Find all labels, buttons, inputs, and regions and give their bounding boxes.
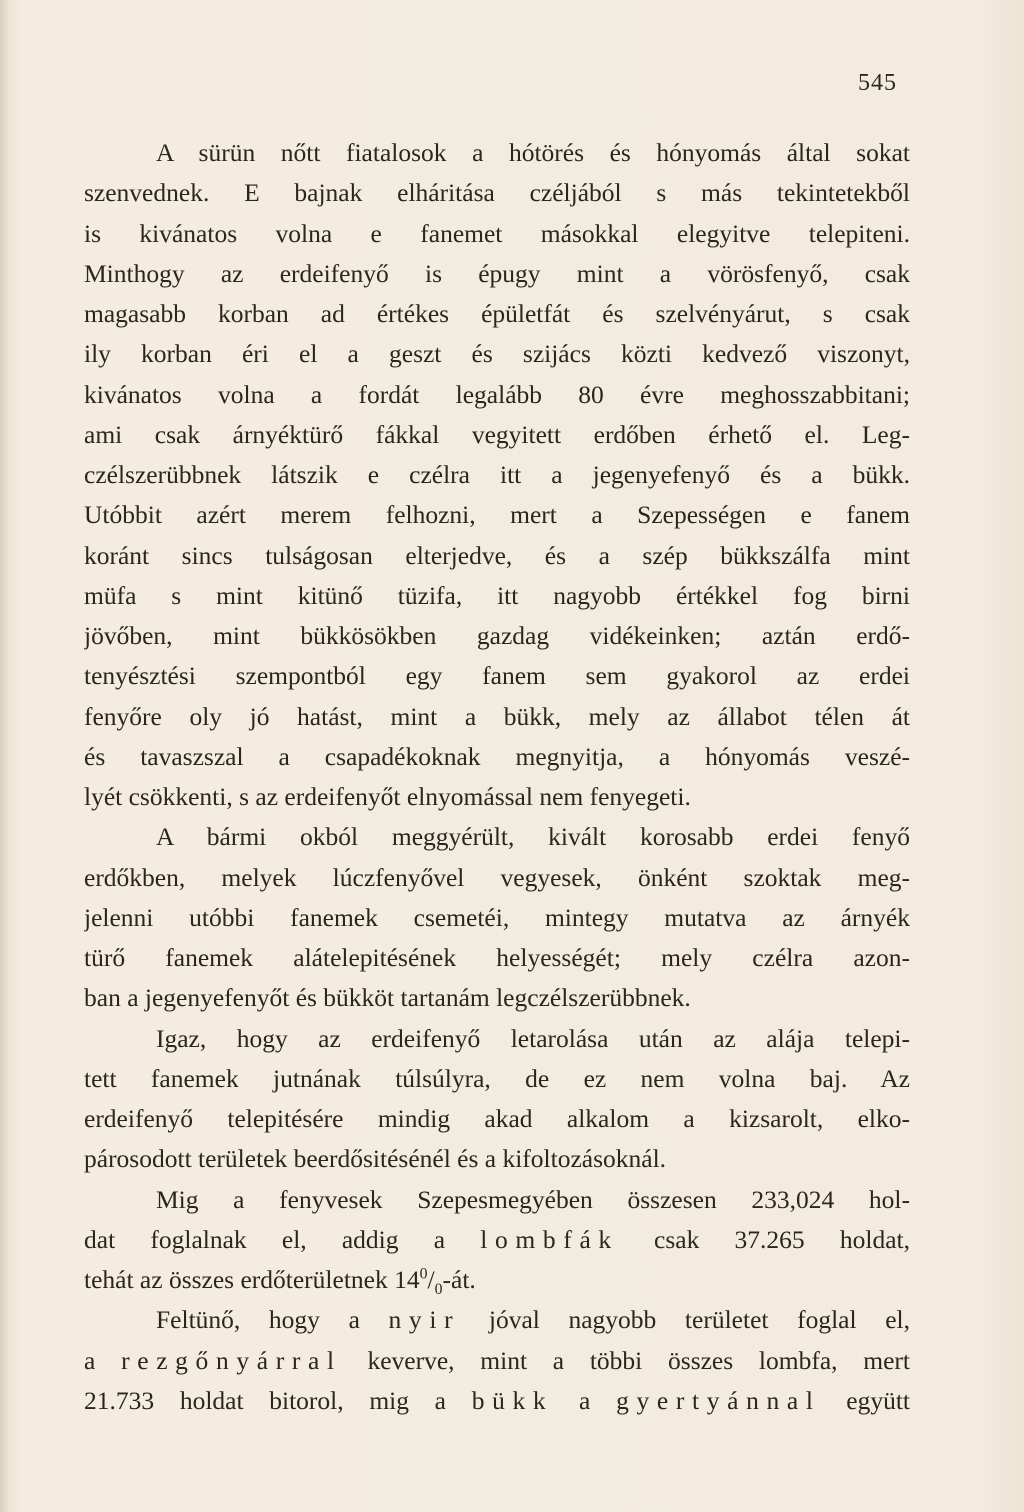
emphasized-term: bükk (471, 1385, 554, 1415)
text-line (84, 1300, 910, 1340)
text-line: is kivánatos volna e fanemet másokkal elegyitve telepiteni. (84, 218, 910, 248)
emphasized-term: lombfák (480, 1224, 619, 1254)
text-line: fenyőre oly jó hatást, mint a bükk, mely az állabot télen át (84, 701, 910, 731)
text-line: erdőkben, melyek lúczfenyővel vegyesek, önként szoktak meg- (84, 862, 910, 892)
text-span: tehát az összes erdőterületnek 14 (84, 1265, 420, 1294)
text-line: Utóbbit azért merem felhozni, mert a Szepességen e fanem (84, 500, 910, 530)
text-line: szenvednek. E bajnak elháritása czéljából s más tekintetekből (84, 178, 910, 208)
text-line: Minthogy az erdeifenyő is épugy mint a vörösfenyő, csak (84, 258, 910, 288)
text-line (84, 1341, 910, 1381)
percent-subscript: 0 (434, 1281, 443, 1299)
text-line: kivánatos volna a fordát legalább 80 évre meghosszabbitani; (84, 379, 910, 409)
page-number: 545 (858, 70, 897, 96)
text-span: dat foglalnak el, addig a (84, 1224, 446, 1254)
text-line: ami csak árnyéktürő fákkal vegyitett erdőben érhető el. Leg- (84, 419, 910, 449)
text-line: lyét csökkenti, s az erdeifenyőt elnyomással nem fenyegeti. (84, 782, 691, 811)
text-line: türő fanemek alátelepitésének helyességét; mely czélra azon- (84, 943, 910, 972)
text-span: -át. (442, 1265, 476, 1294)
text-line (84, 1220, 910, 1260)
text-span: jóval nagyobb területet foglal el, (488, 1305, 910, 1335)
emphasized-term: gyertyánnal (616, 1385, 821, 1415)
text-span: Feltünő, hogy a (156, 1305, 360, 1335)
percent-slash: / (427, 1265, 435, 1294)
text-line: müfa s mint kitünő tüzifa, itt nagyobb értékkel fog birni (84, 580, 910, 610)
text-span: csak 37.265 holdat, (654, 1224, 910, 1254)
text-line (84, 1381, 910, 1421)
text-span: együtt (846, 1385, 910, 1415)
text-line: jövőben, mint bükkösökben gazdag vidékeinken; aztán erdő- (84, 621, 910, 650)
text-span: a (579, 1385, 591, 1415)
text-line: jelenni utóbbi fanemek csemetéi, mintegy mutatva az árnyék (84, 902, 910, 932)
text-line: erdeifenyő telepitésére mindig akad alkalom a kizsarolt, elko- (84, 1104, 910, 1133)
text-line: párosodott területek beerdősitésénél és a kifoltozásoknál. (84, 1144, 667, 1174)
text-line: és tavaszszal a csapadékoknak megnyitja, a hónyomás veszé- (84, 741, 910, 771)
text-span: 21.733 holdat bitorol, mig a (84, 1385, 447, 1415)
text-line: magasabb korban ad értékes épületfát és szelvényárut, s csak (84, 299, 910, 328)
text-line: Mig a fenyvesek Szepesmegyében összesen 233,024 hol- (156, 1184, 910, 1214)
text-line: koránt sincs tulságosan elterjedve, és a szép bükkszálfa mint (84, 540, 910, 570)
text-line (84, 1260, 910, 1300)
emphasized-term: rezgőnyárral (121, 1345, 342, 1375)
text-line: A sürün nőtt fiatalosok a hótörés és hónyomás által sokat (156, 138, 910, 167)
text-line: ban a jegenyefenyőt és bükköt tartanám legczélszerübbnek. (84, 983, 691, 1013)
text-line: czélszerübbnek látszik e czélra itt a jegenyefenyő és a bükk. (84, 460, 910, 489)
text-span: keverve, mint a többi összes lombfa, mert (367, 1345, 910, 1375)
percent-superscript: 0 (419, 1265, 428, 1283)
emphasized-term: nyir (388, 1305, 461, 1335)
text-line: A bármi okból meggyérült, kivált korosabb erdei fenyő (156, 822, 910, 852)
text-line: tenyésztési szempontból egy fanem sem gyakorol az erdei (84, 661, 910, 691)
text-span: a (84, 1345, 96, 1375)
text-line: tett fanemek jutnának túlsúlyra, de ez nem volna baj. Az (84, 1063, 910, 1093)
body-text (84, 133, 910, 1421)
page-gutter-edge (0, 0, 10, 1512)
text-line: Igaz, hogy az erdeifenyő letarolása után az alája telepi- (156, 1023, 910, 1053)
text-line: ily korban éri el a geszt és szijács közti kedvező viszonyt, (84, 339, 910, 369)
